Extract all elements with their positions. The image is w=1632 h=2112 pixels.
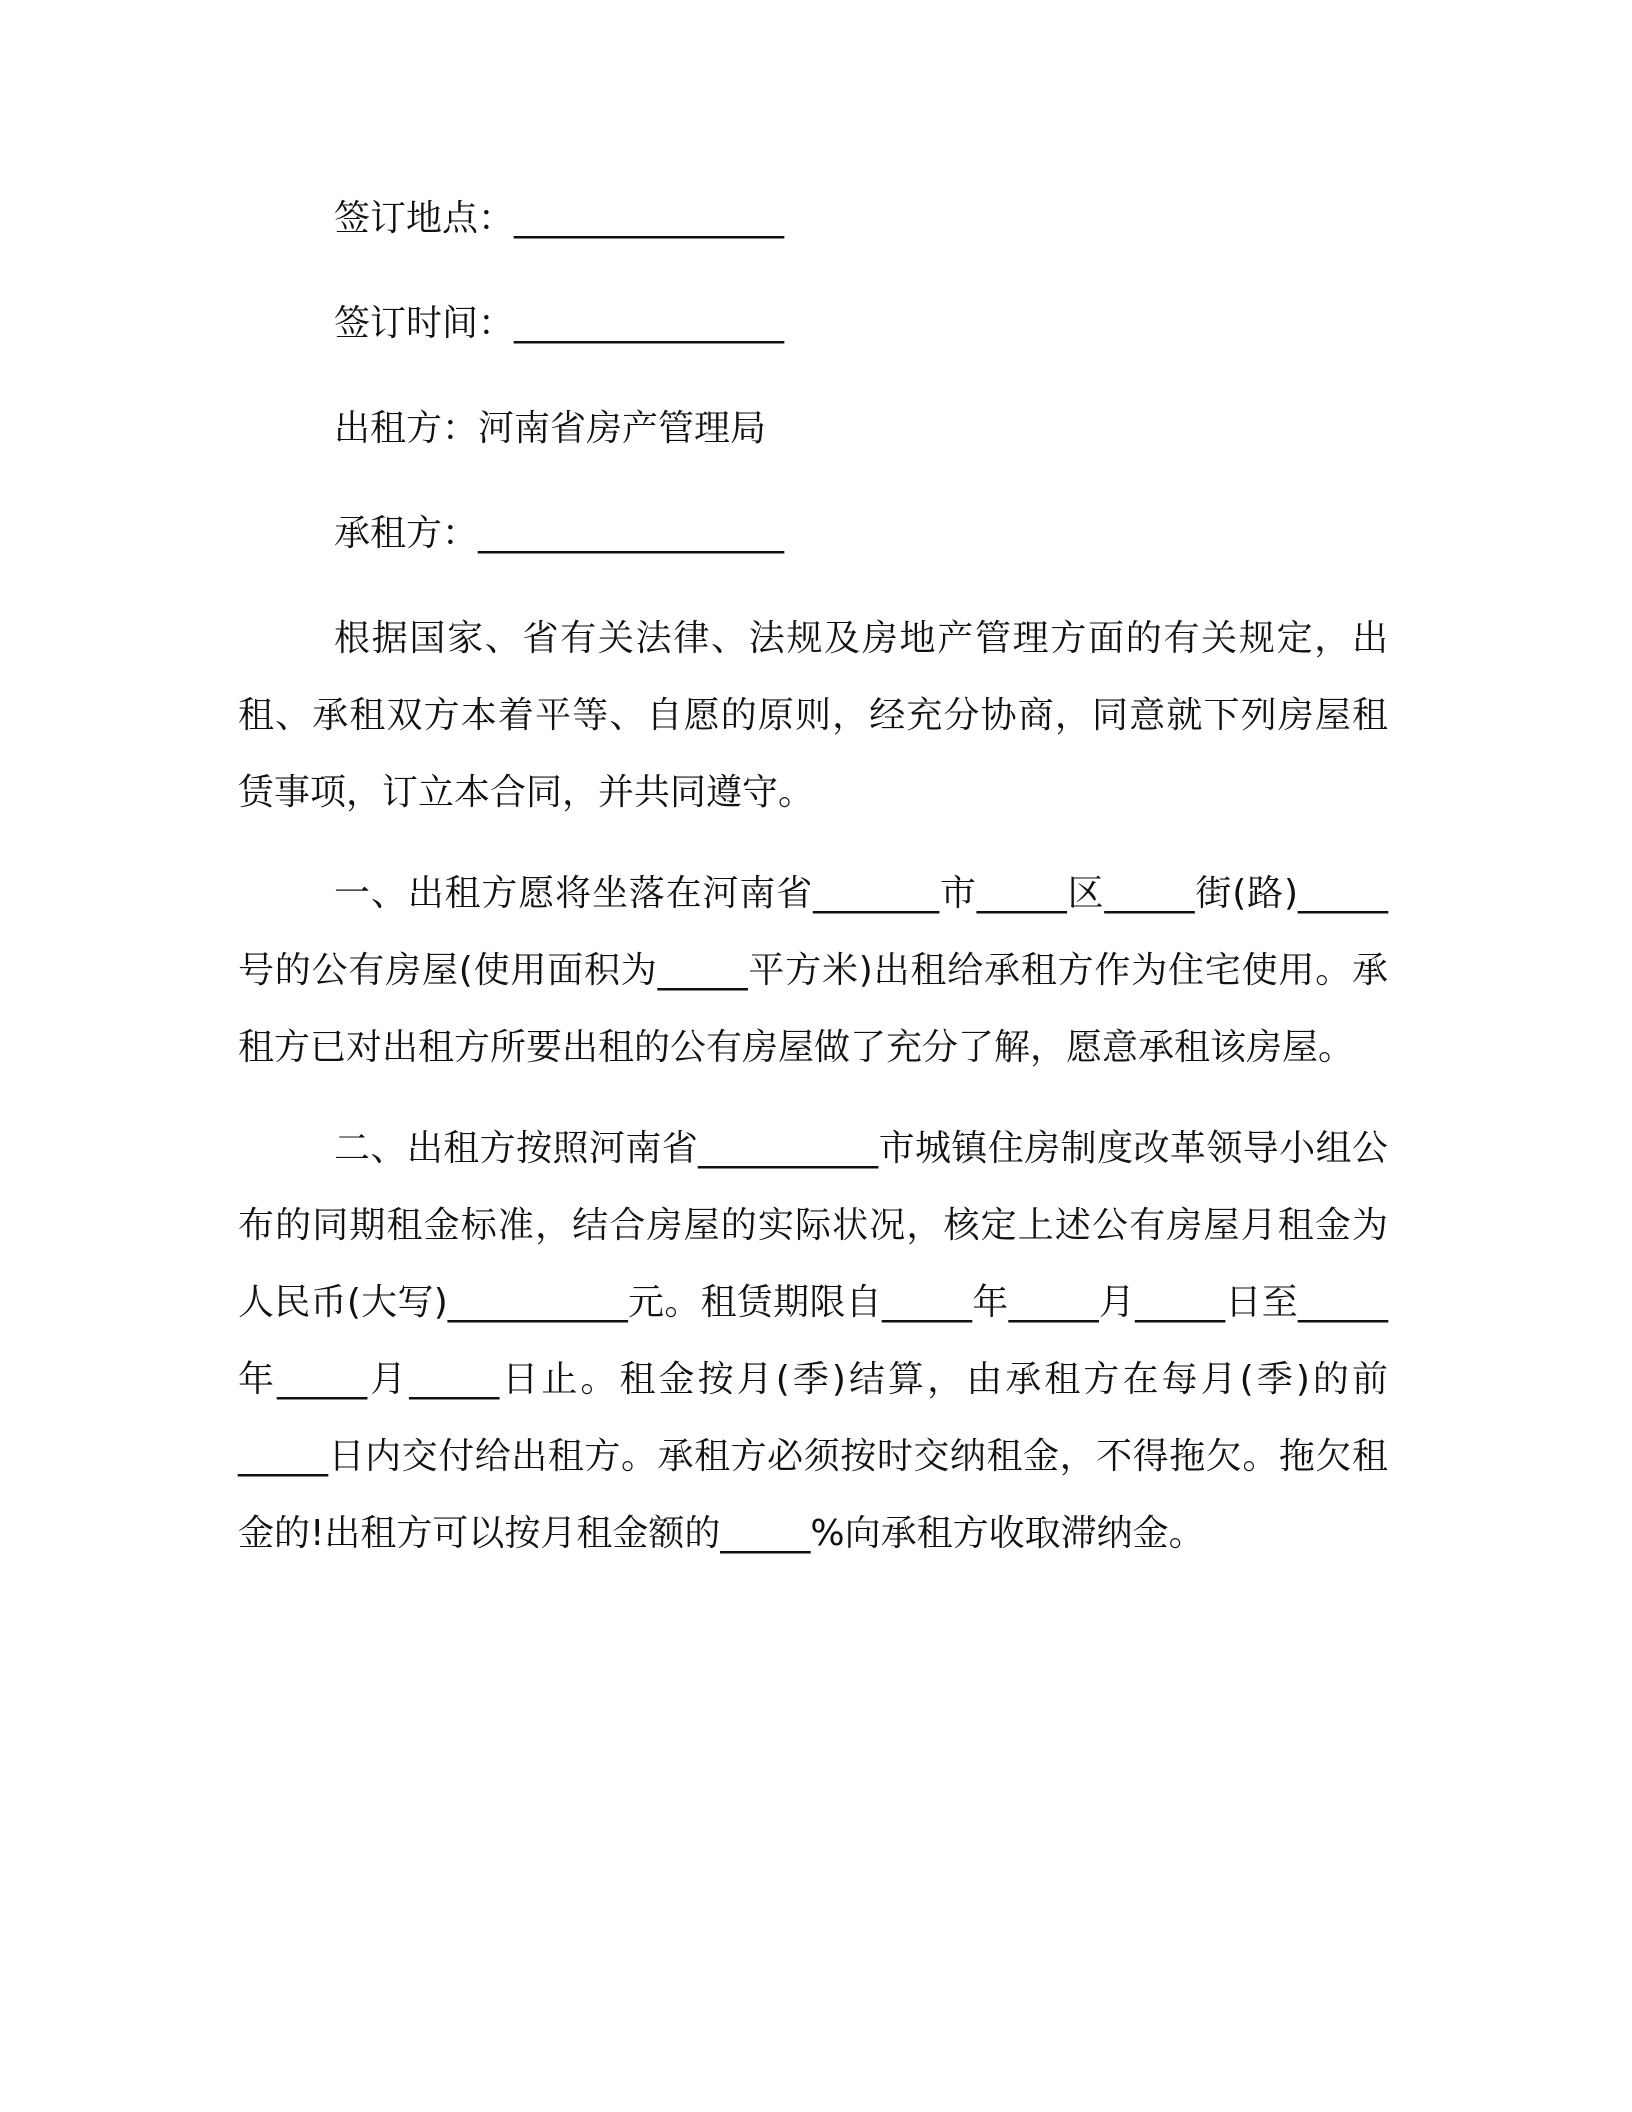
signing-place-label: 签订地点：	[334, 198, 515, 239]
signing-time-blank: _______________	[514, 303, 785, 344]
lessee-label: 承租方：	[334, 513, 479, 554]
signing-place-line	[238, 180, 1388, 257]
clause-two-paragraph: 二、出租方按照河南省__________市城镇住房制度改革领导小组公布的同期租金标准，结合房屋的实际状况，核定上述公有房屋月租金为人民币(大写)__________元。租赁期限自_____年_____月_____日至_____年_____月_____日止。租金按月(季)结算，由承租方在每月(季)的前_____日内交付给出租方。承租方必须按时交纳租金，不得拖欠。拖欠租金的!出租方可以按月租金额的_____%向承租方收取滞纳金。	[238, 1128, 1388, 1554]
preamble-paragraph: 根据国家、省有关法律、法规及房地产管理方面的有关规定，出租、承租双方本着平等、自愿的原则，经充分协商，同意就下列房屋租赁事项，订立本合同，并共同遵守。	[238, 618, 1388, 813]
signing-time-label: 签订时间：	[334, 303, 515, 344]
clause-one-paragraph: 一、出租方愿将坐落在河南省_______市_____区_____街(路)_____号的公有房屋(使用面积为_____平方米)出租给承租方作为住宅使用。承租方已对出租方所要出租的公有房屋做了充分了解，愿意承租该房屋。	[238, 873, 1388, 1068]
lessee-blank: _________________	[478, 513, 785, 554]
signing-place-blank: _______________	[514, 198, 785, 239]
lessor-line	[238, 390, 1388, 467]
signing-time-line	[238, 285, 1388, 362]
lessor-label: 出租方：	[334, 408, 479, 449]
lessor-value: 河南省房产管理局	[478, 408, 767, 449]
lessee-line	[238, 495, 1388, 572]
contract-body	[238, 180, 1388, 1596]
